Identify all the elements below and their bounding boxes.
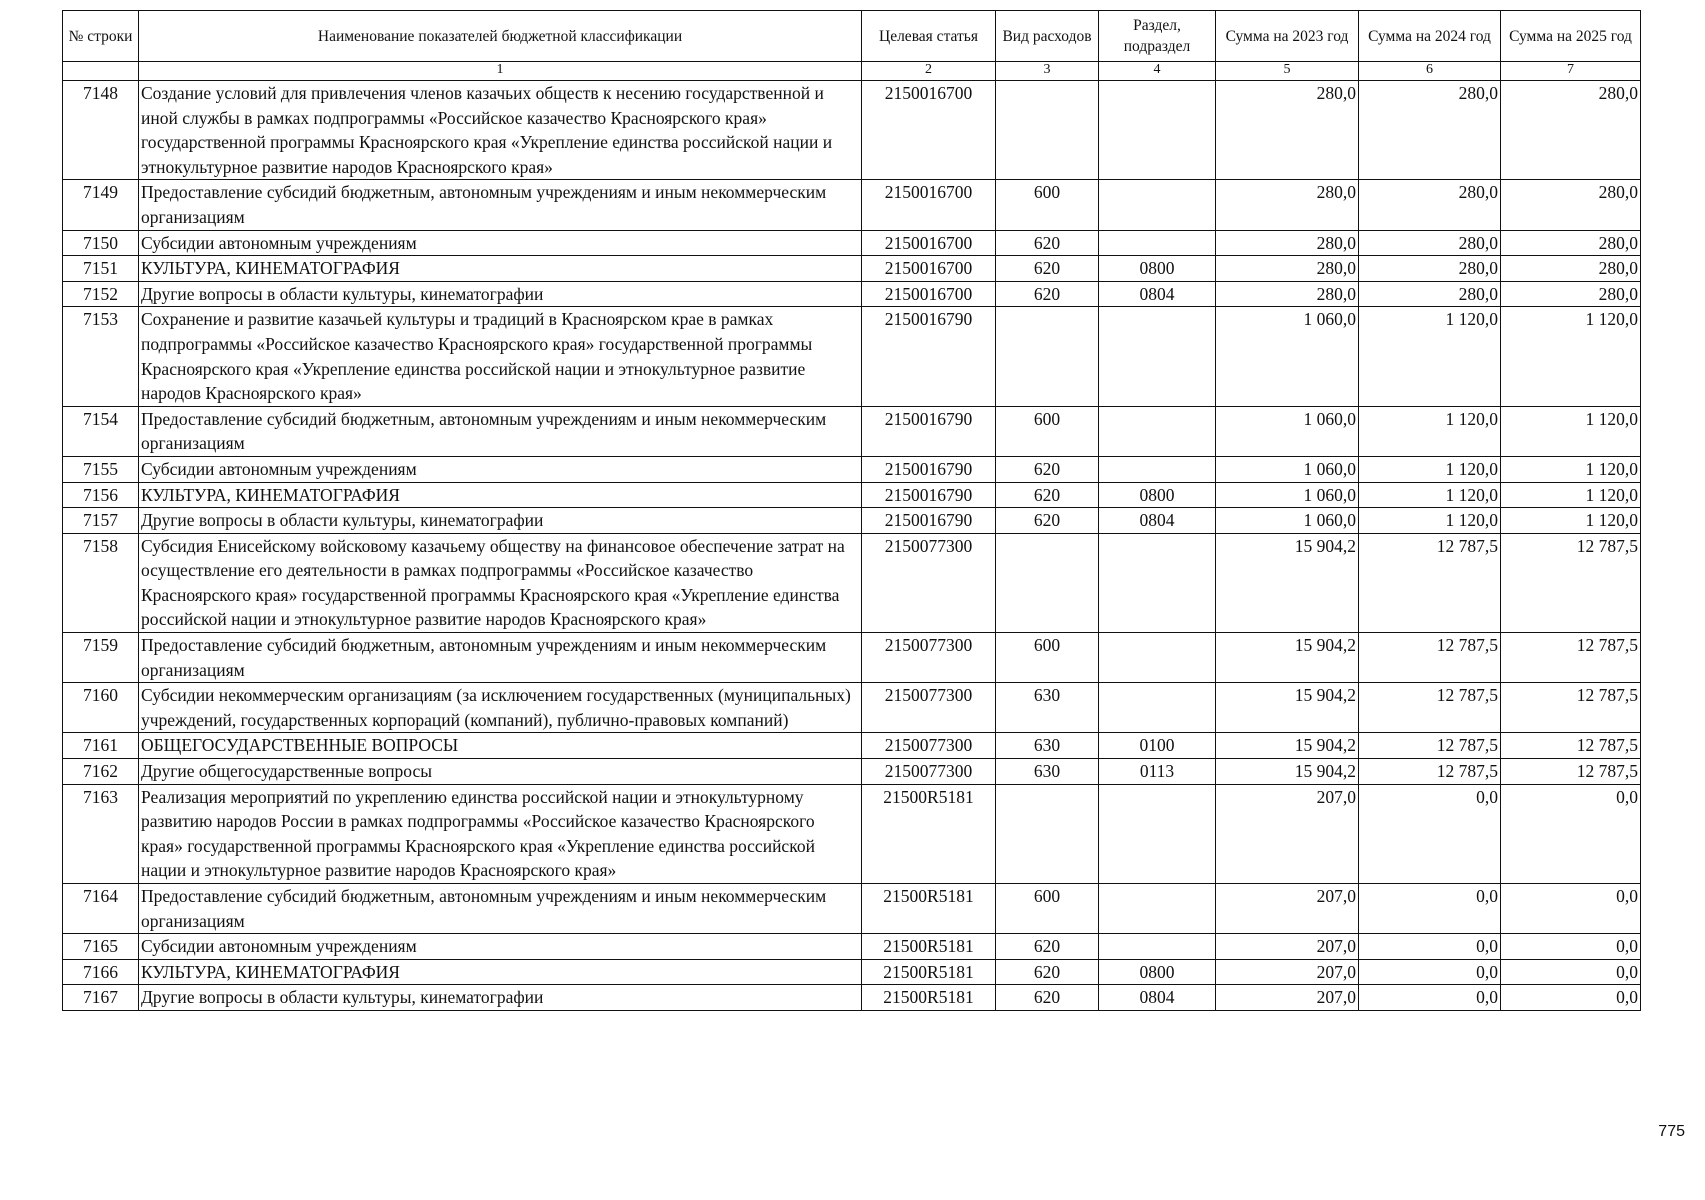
row-sum-2024: 0,0 — [1359, 784, 1501, 883]
row-name: Другие вопросы в области культуры, кинематографии — [139, 508, 862, 534]
row-sum-2025: 1 120,0 — [1501, 456, 1641, 482]
row-expense-type: 620 — [996, 482, 1099, 508]
row-name: Предоставление субсидий бюджетным, автономным учреждениям и иным некоммерческим организациям — [139, 180, 862, 230]
header-name: Наименование показателей бюджетной классификации — [139, 11, 862, 62]
row-target: 2150016790 — [862, 456, 996, 482]
row-number: 7151 — [63, 256, 139, 282]
row-sum-2025: 12 787,5 — [1501, 683, 1641, 733]
row-sum-2024: 12 787,5 — [1359, 533, 1501, 632]
row-expense-type: 620 — [996, 959, 1099, 985]
row-sum-2023: 207,0 — [1216, 784, 1359, 883]
row-target: 2150016700 — [862, 230, 996, 256]
row-sum-2023: 207,0 — [1216, 959, 1359, 985]
row-sum-2025: 1 120,0 — [1501, 482, 1641, 508]
row-sum-2025: 12 787,5 — [1501, 533, 1641, 632]
table-row — [63, 230, 1641, 256]
table-row — [63, 759, 1641, 785]
row-number: 7148 — [63, 81, 139, 180]
row-sum-2023: 15 904,2 — [1216, 633, 1359, 683]
row-sum-2025: 0,0 — [1501, 784, 1641, 883]
row-target: 21500R5181 — [862, 934, 996, 960]
row-target: 21500R5181 — [862, 985, 996, 1011]
row-sum-2025: 0,0 — [1501, 985, 1641, 1011]
row-section — [1099, 884, 1216, 934]
table-row — [63, 683, 1641, 733]
column-number: 1 — [139, 62, 862, 81]
row-number: 7161 — [63, 733, 139, 759]
row-number: 7163 — [63, 784, 139, 883]
row-expense-type: 620 — [996, 456, 1099, 482]
row-expense-type: 620 — [996, 508, 1099, 534]
row-sum-2023: 280,0 — [1216, 180, 1359, 230]
table-row — [63, 934, 1641, 960]
header-row — [63, 11, 1641, 62]
row-name: Другие вопросы в области культуры, кинематографии — [139, 985, 862, 1011]
row-section: 0804 — [1099, 281, 1216, 307]
row-sum-2024: 280,0 — [1359, 180, 1501, 230]
row-number: 7159 — [63, 633, 139, 683]
row-target: 2150077300 — [862, 733, 996, 759]
row-sum-2024: 1 120,0 — [1359, 307, 1501, 406]
row-sum-2024: 280,0 — [1359, 81, 1501, 180]
table-row — [63, 456, 1641, 482]
budget-table — [62, 10, 1641, 1011]
row-sum-2024: 0,0 — [1359, 985, 1501, 1011]
row-number: 7152 — [63, 281, 139, 307]
row-sum-2024: 0,0 — [1359, 934, 1501, 960]
row-sum-2023: 280,0 — [1216, 230, 1359, 256]
row-name: КУЛЬТУРА, КИНЕМАТОГРАФИЯ — [139, 482, 862, 508]
row-expense-type: 620 — [996, 985, 1099, 1011]
row-number: 7165 — [63, 934, 139, 960]
row-sum-2024: 1 120,0 — [1359, 456, 1501, 482]
table-row — [63, 985, 1641, 1011]
row-section: 0113 — [1099, 759, 1216, 785]
row-sum-2023: 15 904,2 — [1216, 733, 1359, 759]
table-row — [63, 256, 1641, 282]
row-sum-2024: 0,0 — [1359, 884, 1501, 934]
column-numbers-row — [63, 62, 1641, 81]
header-row-no: № строки — [63, 11, 139, 62]
row-section — [1099, 81, 1216, 180]
row-number: 7154 — [63, 406, 139, 456]
row-section — [1099, 456, 1216, 482]
row-name: Субсидии автономным учреждениям — [139, 456, 862, 482]
row-sum-2023: 15 904,2 — [1216, 683, 1359, 733]
row-sum-2024: 280,0 — [1359, 256, 1501, 282]
row-target: 2150016700 — [862, 81, 996, 180]
header-section: Раздел, подраздел — [1099, 11, 1216, 62]
row-section: 0800 — [1099, 256, 1216, 282]
row-section — [1099, 307, 1216, 406]
column-number: 7 — [1501, 62, 1641, 81]
row-sum-2025: 280,0 — [1501, 281, 1641, 307]
header-sum-2023: Сумма на 2023 год — [1216, 11, 1359, 62]
row-name: Сохранение и развитие казачьей культуры и традиций в Красноярском крае в рамках подпрограммы «Российское казачество Красноярского края» государственной программы Красноярского края «Укрепление единства российской нации и этнокультурное развитие народов Красноярского края» — [139, 307, 862, 406]
row-number: 7149 — [63, 180, 139, 230]
row-sum-2023: 207,0 — [1216, 884, 1359, 934]
table-row — [63, 884, 1641, 934]
row-sum-2025: 0,0 — [1501, 884, 1641, 934]
row-sum-2025: 12 787,5 — [1501, 733, 1641, 759]
row-expense-type: 630 — [996, 759, 1099, 785]
row-section — [1099, 406, 1216, 456]
row-section: 0800 — [1099, 482, 1216, 508]
row-section: 0804 — [1099, 508, 1216, 534]
table-row — [63, 281, 1641, 307]
row-target: 2150016790 — [862, 406, 996, 456]
header-target: Целевая статья — [862, 11, 996, 62]
row-number: 7160 — [63, 683, 139, 733]
table-row — [63, 307, 1641, 406]
row-number: 7157 — [63, 508, 139, 534]
column-number: 4 — [1099, 62, 1216, 81]
row-sum-2023: 15 904,2 — [1216, 533, 1359, 632]
row-name: Субсидии автономным учреждениям — [139, 934, 862, 960]
table-row — [63, 533, 1641, 632]
row-name: Субсидия Енисейскому войсковому казачьему обществу на финансовое обеспечение затрат на осуществление его деятельности в рамках подпрограммы «Российское казачество Красноярского края» государственной программы Красноярского края «Укрепление единства российской нации и этнокультурное развитие народов Красноярского края» — [139, 533, 862, 632]
row-expense-type: 620 — [996, 256, 1099, 282]
row-name: КУЛЬТУРА, КИНЕМАТОГРАФИЯ — [139, 256, 862, 282]
row-sum-2023: 280,0 — [1216, 281, 1359, 307]
row-expense-type: 630 — [996, 683, 1099, 733]
row-number: 7156 — [63, 482, 139, 508]
row-sum-2025: 1 120,0 — [1501, 307, 1641, 406]
row-sum-2023: 1 060,0 — [1216, 508, 1359, 534]
row-sum-2024: 12 787,5 — [1359, 683, 1501, 733]
row-name: Предоставление субсидий бюджетным, автономным учреждениям и иным некоммерческим организациям — [139, 633, 862, 683]
row-section: 0800 — [1099, 959, 1216, 985]
row-target: 2150077300 — [862, 759, 996, 785]
row-expense-type: 620 — [996, 230, 1099, 256]
table-row — [63, 81, 1641, 180]
row-name: Субсидии некоммерческим организациям (за исключением государственных (муниципальных) учреждений, государственных корпораций (компаний), публично-правовых компаний) — [139, 683, 862, 733]
row-target: 21500R5181 — [862, 884, 996, 934]
header-sum-2025: Сумма на 2025 год — [1501, 11, 1641, 62]
row-expense-type: 620 — [996, 934, 1099, 960]
row-target: 2150077300 — [862, 633, 996, 683]
row-section: 0100 — [1099, 733, 1216, 759]
row-expense-type: 630 — [996, 733, 1099, 759]
row-target: 2150016790 — [862, 482, 996, 508]
table-row — [63, 406, 1641, 456]
row-expense-type: 600 — [996, 180, 1099, 230]
row-target: 2150016700 — [862, 180, 996, 230]
row-name: Реализация мероприятий по укреплению единства российской нации и этнокультурному развитию народов России в рамках подпрограммы «Российское казачество Красноярского края» государственной программы Красноярского края «Укрепление единства российской нации и этнокультурное развитие народов Красноярского края» — [139, 784, 862, 883]
row-expense-type — [996, 533, 1099, 632]
row-sum-2025: 280,0 — [1501, 256, 1641, 282]
row-sum-2023: 280,0 — [1216, 81, 1359, 180]
row-number: 7155 — [63, 456, 139, 482]
table-row — [63, 633, 1641, 683]
row-sum-2025: 280,0 — [1501, 230, 1641, 256]
row-expense-type: 600 — [996, 884, 1099, 934]
row-sum-2024: 280,0 — [1359, 230, 1501, 256]
page-number: 775 — [1658, 1123, 1685, 1140]
row-target: 2150016790 — [862, 307, 996, 406]
table-row — [63, 180, 1641, 230]
row-expense-type: 620 — [996, 281, 1099, 307]
row-expense-type — [996, 307, 1099, 406]
row-name: Другие общегосударственные вопросы — [139, 759, 862, 785]
row-name: ОБЩЕГОСУДАРСТВЕННЫЕ ВОПРОСЫ — [139, 733, 862, 759]
row-number: 7158 — [63, 533, 139, 632]
column-number: 6 — [1359, 62, 1501, 81]
row-section — [1099, 633, 1216, 683]
row-sum-2023: 1 060,0 — [1216, 406, 1359, 456]
row-sum-2023: 207,0 — [1216, 934, 1359, 960]
table-row — [63, 508, 1641, 534]
row-sum-2025: 0,0 — [1501, 934, 1641, 960]
row-sum-2025: 280,0 — [1501, 180, 1641, 230]
table-row — [63, 784, 1641, 883]
row-number: 7150 — [63, 230, 139, 256]
table-row — [63, 733, 1641, 759]
row-sum-2023: 1 060,0 — [1216, 456, 1359, 482]
row-number: 7162 — [63, 759, 139, 785]
row-target: 21500R5181 — [862, 959, 996, 985]
row-expense-type: 600 — [996, 633, 1099, 683]
row-sum-2025: 280,0 — [1501, 81, 1641, 180]
row-sum-2024: 12 787,5 — [1359, 759, 1501, 785]
row-name: Создание условий для привлечения членов казачьих обществ к несению государственной и иной службы в рамках подпрограммы «Российское казачество Красноярского края» государственной программы Красноярского края «Укрепление единства российской нации и этнокультурное развитие народов Красноярского края» — [139, 81, 862, 180]
row-sum-2024: 12 787,5 — [1359, 633, 1501, 683]
row-sum-2024: 0,0 — [1359, 959, 1501, 985]
row-name: Предоставление субсидий бюджетным, автономным учреждениям и иным некоммерческим организациям — [139, 884, 862, 934]
row-section: 0804 — [1099, 985, 1216, 1011]
column-number — [63, 62, 139, 81]
row-target: 2150016700 — [862, 256, 996, 282]
row-section — [1099, 230, 1216, 256]
column-number: 3 — [996, 62, 1099, 81]
row-sum-2025: 1 120,0 — [1501, 508, 1641, 534]
row-sum-2023: 1 060,0 — [1216, 482, 1359, 508]
row-number: 7166 — [63, 959, 139, 985]
row-sum-2024: 1 120,0 — [1359, 482, 1501, 508]
row-sum-2025: 0,0 — [1501, 959, 1641, 985]
row-sum-2024: 12 787,5 — [1359, 733, 1501, 759]
row-expense-type — [996, 81, 1099, 180]
row-sum-2025: 12 787,5 — [1501, 759, 1641, 785]
row-name: Субсидии автономным учреждениям — [139, 230, 862, 256]
row-section — [1099, 533, 1216, 632]
row-sum-2025: 12 787,5 — [1501, 633, 1641, 683]
row-number: 7153 — [63, 307, 139, 406]
row-name: Другие вопросы в области культуры, кинематографии — [139, 281, 862, 307]
row-sum-2023: 207,0 — [1216, 985, 1359, 1011]
row-expense-type — [996, 784, 1099, 883]
row-target: 21500R5181 — [862, 784, 996, 883]
row-expense-type: 600 — [996, 406, 1099, 456]
row-target: 2150016700 — [862, 281, 996, 307]
header-sum-2024: Сумма на 2024 год — [1359, 11, 1501, 62]
header-expense-type: Вид расходов — [996, 11, 1099, 62]
row-target: 2150016790 — [862, 508, 996, 534]
row-sum-2023: 280,0 — [1216, 256, 1359, 282]
row-sum-2023: 1 060,0 — [1216, 307, 1359, 406]
row-target: 2150077300 — [862, 683, 996, 733]
row-number: 7167 — [63, 985, 139, 1011]
row-sum-2024: 1 120,0 — [1359, 406, 1501, 456]
row-section — [1099, 683, 1216, 733]
row-section — [1099, 934, 1216, 960]
row-section — [1099, 180, 1216, 230]
column-number: 2 — [862, 62, 996, 81]
row-section — [1099, 784, 1216, 883]
row-sum-2024: 1 120,0 — [1359, 508, 1501, 534]
row-number: 7164 — [63, 884, 139, 934]
table-row — [63, 959, 1641, 985]
row-name: Предоставление субсидий бюджетным, автономным учреждениям и иным некоммерческим организациям — [139, 406, 862, 456]
row-sum-2023: 15 904,2 — [1216, 759, 1359, 785]
row-target: 2150077300 — [862, 533, 996, 632]
table-row — [63, 482, 1641, 508]
column-number: 5 — [1216, 62, 1359, 81]
row-sum-2024: 280,0 — [1359, 281, 1501, 307]
table-body — [63, 81, 1641, 1011]
row-name: КУЛЬТУРА, КИНЕМАТОГРАФИЯ — [139, 959, 862, 985]
row-sum-2025: 1 120,0 — [1501, 406, 1641, 456]
